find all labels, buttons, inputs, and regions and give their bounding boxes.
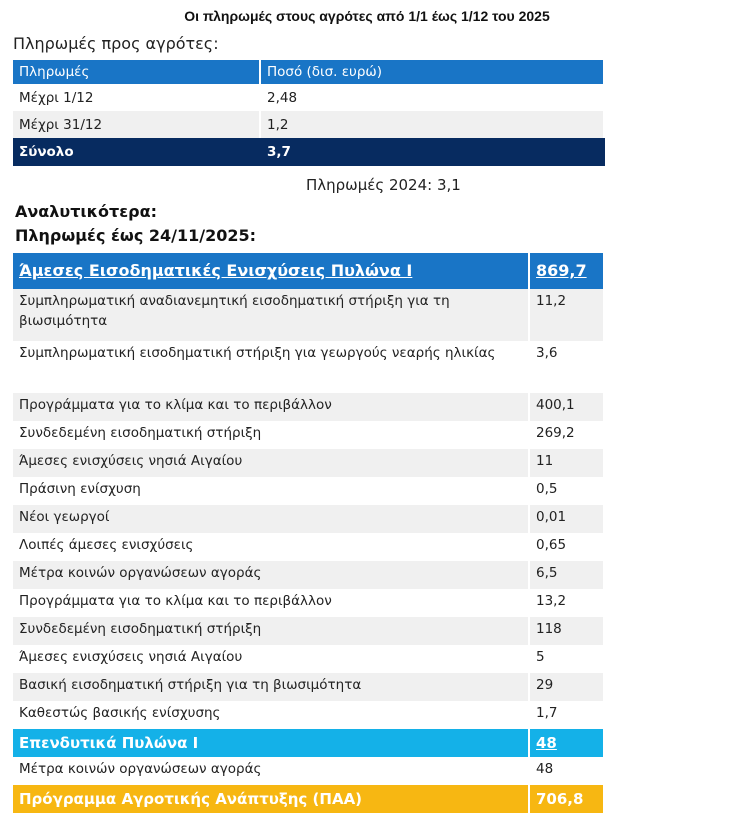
table-row (13, 673, 605, 701)
row-value: 0,01 (530, 505, 605, 533)
table-row (13, 561, 605, 589)
detail-heading: Αναλυτικότερα: (15, 202, 157, 221)
table-row (13, 757, 605, 785)
row-value: 11,2 (530, 289, 605, 341)
row-label: Μέχρι 1/12 (13, 84, 261, 111)
table-row (13, 393, 605, 421)
row-label: Καθεστώς βασικής ενίσχυσης (13, 701, 530, 729)
summary-total-row (13, 138, 605, 166)
header-amount: Ποσό (δισ. ευρώ) (261, 60, 605, 84)
row-label: Συμπληρωματική αναδιανεμητική εισοδηματική στήριξη για τη βιωσιμότητα (13, 289, 530, 341)
row-value: 269,2 (530, 421, 605, 449)
row-label: Συνδεδεμένη εισοδηματική στήριξη (13, 617, 530, 645)
row-value: 29 (530, 673, 605, 701)
row-value: 118 (530, 617, 605, 645)
table-row (13, 645, 605, 673)
header-payments: Πληρωμές (13, 60, 261, 84)
section-label[interactable]: Άμεσες Εισοδηματικές Ενισχύσεις Πυλώνα Ι (13, 253, 530, 289)
row-label: Μέτρα κοινών οργανώσεων αγοράς (13, 757, 530, 785)
table-row (13, 505, 605, 533)
total-label: Σύνολο (13, 138, 261, 166)
row-value: 0,65 (530, 533, 605, 561)
row-value: 1,2 (261, 111, 605, 138)
row-value: 11 (530, 449, 605, 477)
row-label: Συμπληρωματική εισοδηματική στήριξη για γεωργούς νεαρής ηλικίας (13, 341, 530, 393)
table-row (13, 477, 605, 505)
row-label: Άμεσες ενισχύσεις νησιά Αιγαίου (13, 645, 530, 673)
section-pillar1-direct[interactable] (13, 253, 605, 289)
table-row (13, 449, 605, 477)
row-value: 3,6 (530, 341, 605, 393)
row-value: 6,5 (530, 561, 605, 589)
row-label: Πράσινη ενίσχυση (13, 477, 530, 505)
row-value: 2,48 (261, 84, 605, 111)
row-label: Μέχρι 31/12 (13, 111, 261, 138)
summary-header-row (13, 60, 605, 84)
table-row (13, 533, 605, 561)
row-value: 1,7 (530, 701, 605, 729)
table-row (13, 289, 605, 341)
row-label: Προγράμματα για το κλίμα και το περιβάλλον (13, 589, 530, 617)
detail-subheading: Πληρωμές έως 24/11/2025: (15, 226, 257, 245)
row-label: Συνδεδεμένη εισοδηματική στήριξη (13, 421, 530, 449)
row-value: 0,5 (530, 477, 605, 505)
table-row (13, 589, 605, 617)
row-value: 13,2 (530, 589, 605, 617)
total-value: 3,7 (261, 138, 605, 166)
row-value: 5 (530, 645, 605, 673)
row-value: 48 (530, 757, 605, 785)
row-label: Μέτρα κοινών οργανώσεων αγοράς (13, 561, 530, 589)
table-row (13, 421, 605, 449)
summary-table (13, 60, 605, 166)
previous-year-payments: Πληρωμές 2024: 3,1 (306, 176, 461, 194)
row-label: Λοιπές άμεσες ενισχύσεις (13, 533, 530, 561)
row-label: Νέοι γεωργοί (13, 505, 530, 533)
detail-table (13, 253, 605, 813)
section-value: 706,8 (530, 785, 605, 813)
summary-subtitle: Πληρωμές προς αγρότες: (13, 34, 219, 53)
table-row (13, 701, 605, 729)
row-value: 400,1 (530, 393, 605, 421)
section-pillar1-investment[interactable] (13, 729, 605, 757)
row-label: Άμεσες ενισχύσεις νησιά Αιγαίου (13, 449, 530, 477)
section-label: Πρόγραμμα Αγροτικής Ανάπτυξης (ΠΑΑ) (13, 785, 530, 813)
section-value[interactable]: 48 (530, 729, 605, 757)
section-value[interactable]: 869,7 (530, 253, 605, 289)
table-row (13, 341, 605, 393)
table-row (13, 111, 605, 138)
section-label: Επενδυτικά Πυλώνα Ι (13, 729, 530, 757)
section-rural-development (13, 785, 605, 813)
page-title: Οι πληρωμές στους αγρότες από 1/1 έως 1/12 του 2025 (184, 8, 550, 24)
row-label: Προγράμματα για το κλίμα και το περιβάλλον (13, 393, 530, 421)
row-label: Βασική εισοδηματική στήριξη για τη βιωσιμότητα (13, 673, 530, 701)
table-row (13, 84, 605, 111)
table-row (13, 617, 605, 645)
